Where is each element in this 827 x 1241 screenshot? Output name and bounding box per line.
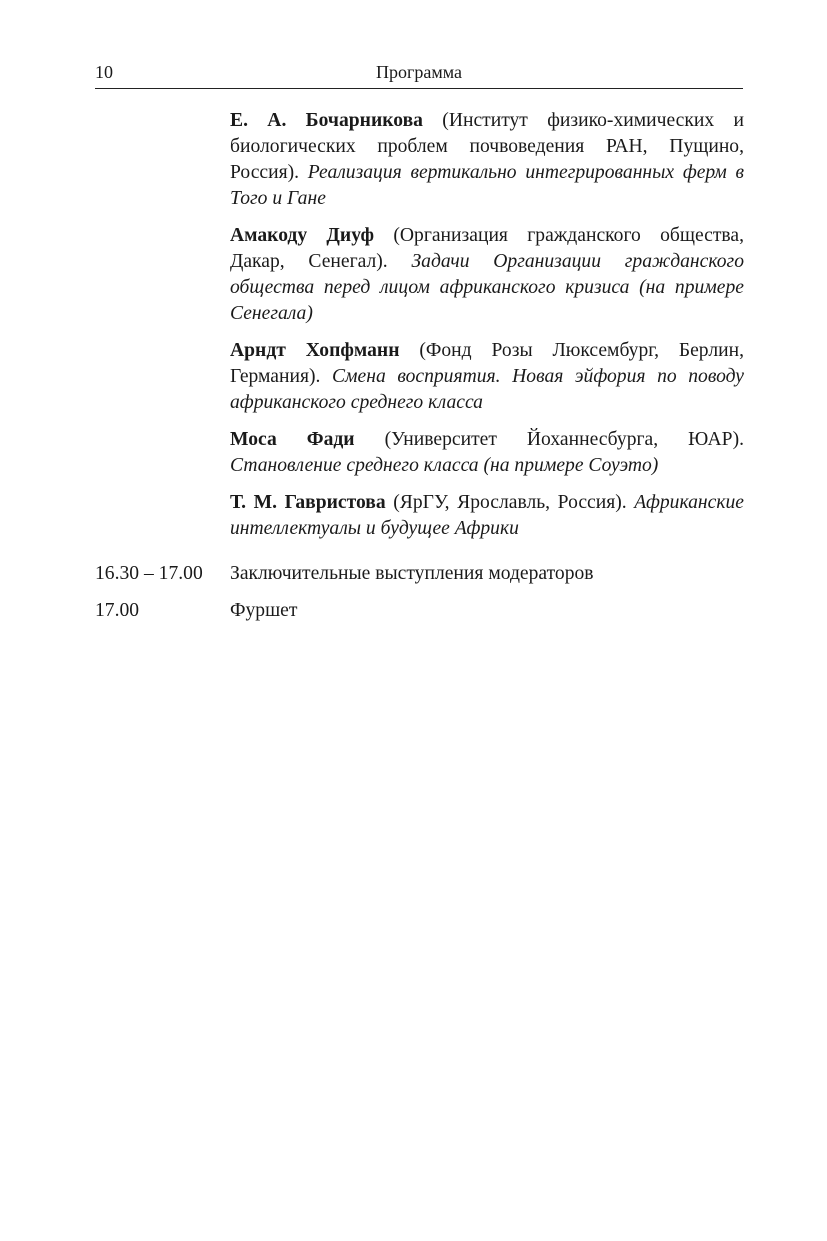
speaker-affiliation: (Институт физико-химических и биологических проблем почвоведения РАН, Пущино, Россия).	[230, 110, 744, 183]
talk-entry	[230, 223, 744, 327]
talk-list	[230, 108, 744, 553]
speaker-name: Е. А. Бочарникова	[230, 110, 423, 131]
talk-title: Реализация вертикально интегрированных ферм в Того и Гане	[230, 162, 744, 209]
page-number: 10	[95, 62, 113, 82]
speaker-name: Арндт Хопфманн	[230, 340, 400, 361]
talk-entry	[230, 108, 744, 212]
speaker-name: Амакоду Диуф	[230, 225, 375, 246]
running-title: Программа	[375, 62, 463, 82]
speaker-name: Моса Фади	[230, 429, 355, 450]
speaker-affiliation: (Фонд Розы Люксембург, Берлин, Германия).	[230, 340, 744, 387]
schedule-row	[95, 598, 744, 624]
speaker-affiliation: (Организация гражданского общества, Дакар, Сенегал).	[230, 225, 744, 272]
schedule-row	[95, 561, 744, 587]
talk-entry	[230, 427, 744, 479]
talk-entry	[230, 490, 744, 542]
talk-entry	[230, 338, 744, 416]
speaker-affiliation: (Университет Йоханнесбурга, ЮАР).	[354, 429, 744, 450]
slot-time: 16.30 – 17.00	[95, 563, 203, 584]
slot-title: Фуршет	[230, 600, 298, 621]
page-header	[95, 60, 743, 89]
slot-title: Заключительные выступления модераторов	[230, 563, 594, 584]
slot-time: 17.00	[95, 600, 140, 621]
schedule	[95, 561, 744, 635]
talk-title: Смена восприятия. Новая эйфория по поводу африканского среднего класса	[230, 366, 744, 413]
speaker-affiliation: (ЯрГУ, Ярославль, Россия).	[385, 492, 635, 513]
talk-title: Задачи Организации гражданского общества перед лицом африканского кризиса (на примере Сенегала)	[230, 251, 744, 324]
speaker-name: Т. М. Гавристова	[230, 492, 386, 513]
talk-title: Африканские интеллектуалы и будущее Африки	[230, 492, 744, 539]
talk-title: Становление среднего класса (на примере Соуэто)	[230, 455, 659, 476]
